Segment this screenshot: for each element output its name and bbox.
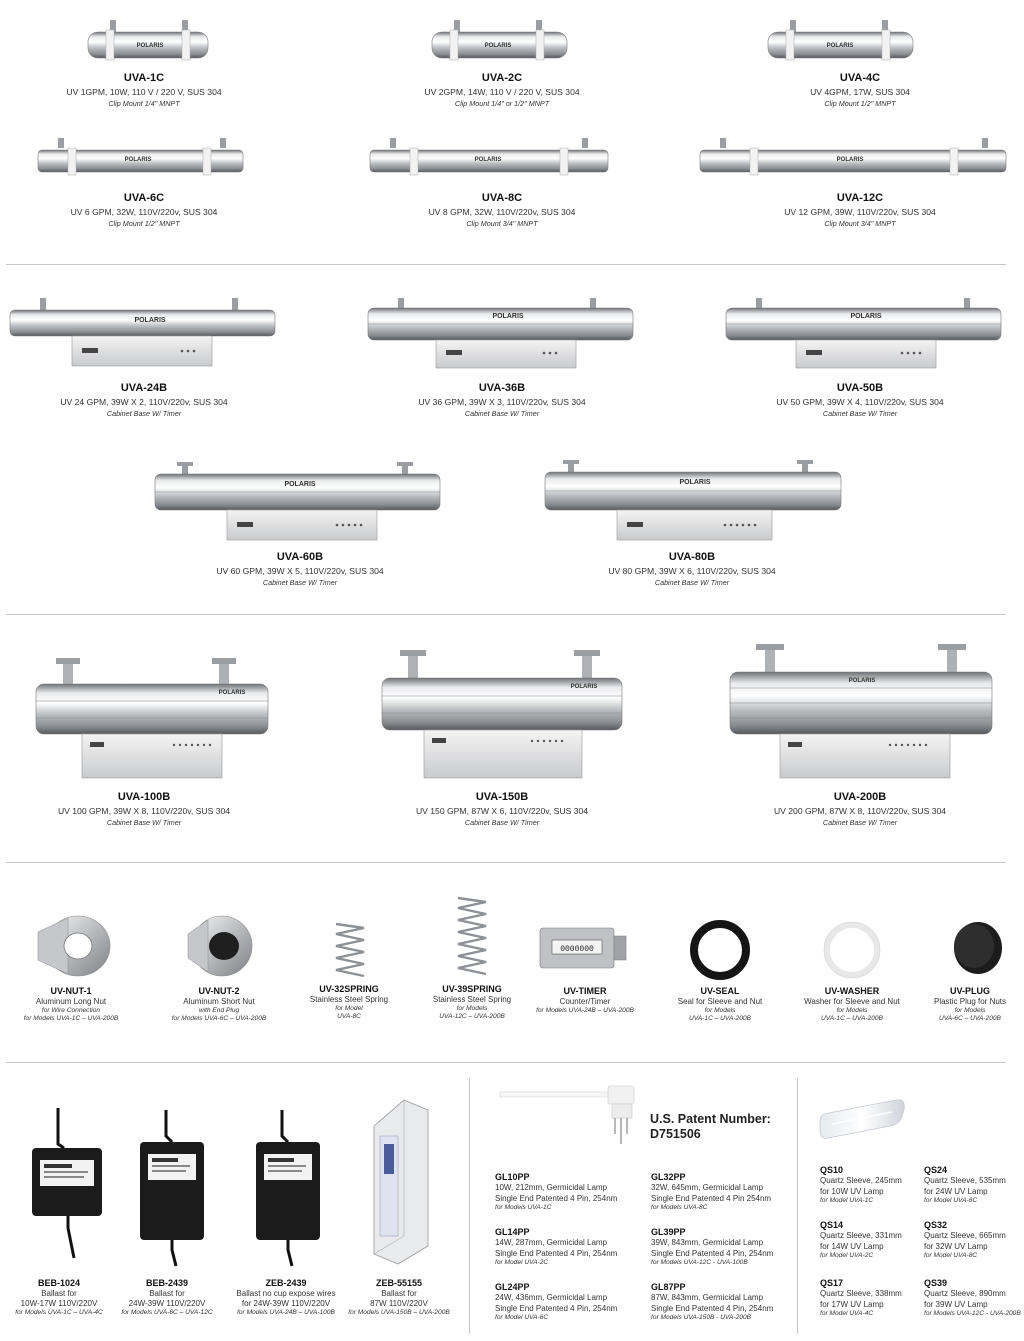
model-mount: Cabinet Base W/ Timer [654, 578, 730, 587]
model-spec: UV 8 GPM, 32W, 110V/220v, SUS 304 [428, 207, 576, 217]
sleeve-note: for Model UVA-1C [820, 1197, 874, 1204]
ballast-model: ZEB-55155 [375, 1278, 423, 1288]
patent-number [650, 1112, 771, 1142]
product-uva-4c [740, 72, 980, 108]
ballast-zeb-2439-image [252, 1110, 332, 1270]
part-note: for Models [456, 1005, 488, 1012]
part-uv-seal [658, 986, 782, 1022]
sleeve-line: for 32W UV Lamp [924, 1242, 988, 1251]
ballast-model: BEB-2439 [145, 1278, 189, 1288]
brand-logo: POLARIS [284, 481, 316, 488]
lamp-line: 39W, 843mm, Germicidal Lamp [651, 1238, 764, 1247]
uva-6c-image [38, 136, 248, 181]
model-mount: Clip Mount 1/4" or 1/2" MNPT [454, 99, 550, 108]
model-name: UVA-12C [836, 192, 884, 204]
patent-label: U.S. Patent Number: [650, 1112, 771, 1126]
sleeve-line: for 10W UV Lamp [820, 1187, 884, 1196]
ballast-note: for Models UVA-24B – UVA-100B [237, 1309, 335, 1316]
ballast-beb-2439 [112, 1278, 222, 1316]
uva-4c-image [768, 18, 918, 68]
section-divider [6, 264, 1006, 265]
part-desc: Stainless Steel Spring [309, 995, 389, 1004]
uva-50b-image [726, 298, 1006, 370]
model-name: UVA-200B [833, 791, 887, 803]
uva-100b-image [36, 658, 276, 783]
sleeve-note: for Model UVA-2C [820, 1252, 874, 1259]
lamp-model: GL32PP [651, 1172, 686, 1182]
part-note: for Models UVA-6C – UVA-200B [171, 1015, 267, 1022]
sleeve-qs39 [924, 1278, 1022, 1317]
sleeve-line: Quartz Sleeve, 245mm [820, 1176, 902, 1185]
sleeve-note: for Models UVA-12C - UVA-200B [924, 1310, 1021, 1317]
sleeve-qs17 [820, 1278, 920, 1317]
sleeve-qs10 [820, 1165, 920, 1204]
part-desc: Seal for Sleeve and Nut [677, 997, 763, 1006]
sleeve-line: Quartz Sleeve, 338mm [820, 1289, 902, 1298]
ballast-note: for Models UVA-150B – UVA-200B [348, 1309, 450, 1316]
model-mount: Cabinet Base W/ Timer [822, 818, 898, 827]
lamp-line: Single End Patented 4 Pin, 254nm [495, 1304, 618, 1313]
ballast-beb-1024 [4, 1278, 114, 1316]
brand-logo: POLARIS [484, 43, 512, 49]
uva-80b-image [545, 458, 845, 540]
part-note: UVA-6C – UVA-200B [939, 1015, 1001, 1022]
sleeve-model: QS39 [924, 1278, 948, 1288]
nut-short-image [178, 910, 258, 980]
part-note: for Models [704, 1007, 736, 1014]
part-note: for Wire Connection [41, 1007, 101, 1014]
sleeve-qs32 [924, 1220, 1022, 1259]
ballast-zeb-55155-image [366, 1096, 436, 1266]
part-desc: Aluminum Long Nut [35, 997, 107, 1006]
product-uva-200b [740, 791, 980, 827]
vertical-divider [797, 1078, 798, 1334]
lamp-note: for Model UVA-6C [495, 1314, 549, 1321]
model-spec: UV 2GPM, 14W, 110 V / 220 V, SUS 304 [424, 87, 580, 97]
sleeve-line: Quartz Sleeve, 665mm [924, 1231, 1006, 1240]
model-spec: UV 36 GPM, 39W X 3, 110V/220v, SUS 304 [418, 397, 586, 407]
brand-logo: POLARIS [850, 313, 882, 320]
part-note: for Models [836, 1007, 868, 1014]
plug-image [946, 918, 1006, 978]
lamp-gl24pp [495, 1282, 645, 1321]
model-mount: Cabinet Base W/ Timer [106, 409, 182, 418]
lamp-gl39pp [651, 1227, 797, 1266]
model-mount: Clip Mount 1/2" MNPT [108, 219, 180, 228]
ballast-beb-1024-image [30, 1108, 110, 1268]
model-spec: UV 6 GPM, 32W, 110V/220v, SUS 304 [70, 207, 218, 217]
lamp-note: for Model UVA-2C [495, 1259, 549, 1266]
lamp-note: for Models UVA-150B - UVA-200B [651, 1314, 752, 1321]
part-desc: Aluminum Short Nut [183, 997, 255, 1006]
part-model: UV-PLUG [949, 986, 990, 996]
brand-logo: POLARIS [570, 684, 598, 690]
sleeve-note: for Model UVA-4C [820, 1310, 874, 1317]
model-mount: Cabinet Base W/ Timer [106, 818, 182, 827]
brand-logo: POLARIS [826, 43, 854, 49]
brand-logo: POLARIS [136, 43, 164, 49]
uva-36b-image [368, 298, 638, 370]
lamp-line: 24W, 436mm, Germicidal Lamp [495, 1293, 608, 1302]
timer-image [538, 926, 628, 976]
model-mount: Clip Mount 3/4" MNPT [466, 219, 538, 228]
lamp-line: 87W, 843mm, Germicidal Lamp [651, 1293, 764, 1302]
ballast-line: 87W 110V/220V [370, 1299, 428, 1308]
uva-2c-image [432, 18, 572, 68]
ballast-line: 10W-17W 110V/220V [20, 1299, 98, 1308]
sleeve-model: QS32 [924, 1220, 948, 1230]
sleeve-note: for Model UVA-6C [924, 1197, 978, 1204]
part-uv-washer [790, 986, 914, 1022]
brand-logo: POLARIS [836, 157, 864, 163]
lamp-note: for Models UVA-8C [651, 1204, 708, 1211]
sleeve-note: for Model UVA-8C [924, 1252, 978, 1259]
seal-image [690, 920, 750, 980]
product-uva-8c [382, 192, 622, 228]
part-note: for Models UVA-24B – UVA-200B [536, 1007, 634, 1014]
model-spec: UV 1GPM, 10W, 110 V / 220 V, SUS 304 [66, 87, 222, 97]
ballast-line: Ballast for [381, 1289, 417, 1298]
product-uva-36b [382, 382, 622, 418]
lamp-gl10pp [495, 1172, 645, 1211]
nut-long-image [28, 910, 118, 980]
part-note: UVA-1C – UVA-200B [689, 1015, 751, 1022]
part-desc: Counter/Timer [559, 997, 611, 1006]
model-mount: Cabinet Base W/ Timer [464, 818, 540, 827]
part-note: with End Plug [198, 1007, 240, 1014]
lamp-line: 14W, 287mm, Germicidal Lamp [495, 1238, 608, 1247]
product-uva-24b [24, 382, 264, 418]
sleeve-model: QS14 [820, 1220, 844, 1230]
uva-8c-image [370, 136, 610, 181]
part-desc: Plastic Plug for Nuts [933, 997, 1007, 1006]
lamp-line: Single End Patented 4 Pin, 254nm [651, 1304, 774, 1313]
part-uv-nut-2 [154, 986, 284, 1022]
timer-digits: 0000000 [560, 945, 594, 954]
model-name: UVA-60B [276, 551, 324, 563]
uva-1c-image [88, 18, 218, 68]
brand-logo: POLARIS [474, 157, 502, 163]
model-name: UVA-24B [120, 382, 168, 394]
part-uv-32spring [287, 984, 411, 1020]
ballast-note: for Models UVA-1C – UVA-4C [15, 1309, 103, 1316]
part-note: UVA-1C – UVA-200B [821, 1015, 883, 1022]
uva-24b-image [10, 298, 280, 370]
lamp-model: GL87PP [651, 1282, 686, 1292]
model-spec: UV 24 GPM, 39W X 2, 110V/220v, SUS 304 [60, 397, 228, 407]
part-uv-nut-1 [6, 986, 136, 1022]
model-mount: Cabinet Base W/ Timer [822, 409, 898, 418]
brand-logo: POLARIS [492, 313, 524, 320]
part-note: for Models [954, 1007, 986, 1014]
uva-12c-image [700, 136, 1010, 181]
ballast-line: 24W-39W 110V/220V [128, 1299, 206, 1308]
part-model: UV-NUT-2 [198, 986, 240, 996]
product-uva-2c [382, 72, 622, 108]
model-name: UVA-50B [836, 382, 884, 394]
part-model: UV-WASHER [824, 986, 880, 996]
model-spec: UV 50 GPM, 39W X 4, 110V/220v, SUS 304 [776, 397, 944, 407]
brand-logo: POLARIS [124, 157, 152, 163]
product-uva-100b [24, 791, 264, 827]
ballast-model: BEB-1024 [37, 1278, 81, 1288]
washer-image [822, 920, 882, 980]
ballast-zeb-2439 [226, 1278, 346, 1316]
model-spec: UV 60 GPM, 39W X 5, 110V/220v, SUS 304 [216, 566, 384, 576]
ballast-line: Ballast no cup expose wires [236, 1289, 336, 1298]
sleeve-line: Quartz Sleeve, 535mm [924, 1176, 1006, 1185]
model-name: UVA-8C [481, 192, 523, 204]
part-desc: Washer for Sleeve and Nut [804, 997, 900, 1006]
sleeve-line: for 39W UV Lamp [924, 1300, 988, 1309]
part-model: UV-TIMER [563, 986, 607, 996]
model-name: UVA-2C [481, 72, 523, 84]
section-divider [6, 1062, 1006, 1063]
quartz-sleeve-image [818, 1094, 908, 1154]
part-note: for Model [335, 1005, 363, 1012]
product-uva-1c [24, 72, 264, 108]
brand-logo: POLARIS [134, 317, 166, 324]
model-spec: UV 12 GPM, 39W, 110V/220v, SUS 304 [784, 207, 936, 217]
model-name: UVA-1C [123, 72, 165, 84]
part-model: UV-39SPRING [442, 984, 502, 994]
model-name: UVA-150B [475, 791, 529, 803]
sleeve-model: QS17 [820, 1278, 844, 1288]
ballast-beb-2439-image [136, 1110, 216, 1270]
model-spec: UV 80 GPM, 39W X 6, 110V/220v, SUS 304 [608, 566, 776, 576]
product-uva-6c [24, 192, 264, 228]
patent-value: D751506 [650, 1127, 701, 1141]
sleeve-model: QS24 [924, 1165, 948, 1175]
lamp-model: GL39PP [651, 1227, 686, 1237]
lamp-gl14pp [495, 1227, 645, 1266]
model-name: UVA-100B [117, 791, 171, 803]
lamp-line: Single End Patented 4 Pin 254nm [651, 1194, 772, 1203]
sleeve-line: Quartz Sleeve, 331mm [820, 1231, 902, 1240]
part-desc: Stainless Steel Spring [432, 995, 512, 1004]
part-uv-timer [520, 986, 650, 1014]
model-spec: UV 4GPM, 17W, SUS 304 [810, 87, 910, 97]
spring-39-image [452, 894, 492, 979]
lamp-line: Single End Patented 4 Pin, 254nm [495, 1249, 618, 1258]
lamp-line: 10W, 212mm, Germicidal Lamp [495, 1183, 608, 1192]
model-spec: UV 100 GPM, 39W X 8, 110V/220v, SUS 304 [57, 806, 231, 816]
model-name: UVA-4C [839, 72, 881, 84]
sleeve-model: QS10 [820, 1165, 844, 1175]
product-uva-60b [180, 551, 420, 587]
product-uva-12c [740, 192, 980, 228]
part-note: for Models UVA-1C – UVA-200B [23, 1015, 119, 1022]
model-spec: UV 200 GPM, 87W X 8, 110V/220v, SUS 304 [773, 806, 947, 816]
part-model: UV-NUT-1 [50, 986, 92, 996]
model-spec: UV 150 GPM, 87W X 6, 110V/220v, SUS 304 [415, 806, 589, 816]
lamp-note: for Models UVA-12C - UVA-100B [651, 1259, 748, 1266]
spring-32-image [330, 920, 370, 980]
brand-logo: POLARIS [679, 479, 711, 486]
product-uva-150b [382, 791, 622, 827]
uva-200b-image [730, 644, 1000, 782]
part-uv-39spring [410, 984, 534, 1020]
sleeve-line: Quartz Sleeve, 890mm [924, 1289, 1006, 1298]
model-mount: Clip Mount 1/2" MNPT [824, 99, 896, 108]
lamp-line: Single End Patented 4 Pin, 254nm [495, 1194, 618, 1203]
uva-150b-image [382, 650, 632, 780]
part-uv-plug [918, 986, 1022, 1022]
ballast-zeb-55155 [344, 1278, 454, 1316]
lamp-gl32pp [651, 1172, 797, 1211]
sleeve-line: for 14W UV Lamp [820, 1242, 884, 1251]
model-mount: Clip Mount 1/4" MNPT [108, 99, 180, 108]
product-uva-50b [740, 382, 980, 418]
ballast-line: Ballast for [41, 1289, 77, 1298]
section-divider [6, 614, 1006, 615]
part-note: UVA-12C – UVA-200B [439, 1013, 505, 1020]
product-uva-80b [572, 551, 812, 587]
part-model: UV-SEAL [700, 986, 740, 996]
brand-logo: POLARIS [218, 690, 246, 696]
sleeve-qs24 [924, 1165, 1022, 1204]
model-mount: Clip Mount 3/4" MNPT [824, 219, 896, 228]
uv-lamp-image [500, 1086, 650, 1166]
ballast-line: for 24W-39W 110V/220V [241, 1299, 331, 1308]
lamp-note: for Models UVA-1C [495, 1204, 552, 1211]
ballast-line: Ballast for [149, 1289, 185, 1298]
ballast-model: ZEB-2439 [265, 1278, 307, 1288]
model-mount: Cabinet Base W/ Timer [262, 578, 338, 587]
uva-60b-image [155, 460, 445, 542]
lamp-model: GL24PP [495, 1282, 530, 1292]
lamp-model: GL10PP [495, 1172, 530, 1182]
brand-logo: POLARIS [848, 678, 876, 684]
lamp-line: Single End Patented 4 Pin, 254nm [651, 1249, 774, 1258]
ballast-note: for Models UVA-6C – UVA-12C [121, 1309, 213, 1316]
model-name: UVA-36B [478, 382, 526, 394]
vertical-divider [469, 1078, 470, 1334]
part-note: UVA-8C [337, 1013, 361, 1020]
sleeve-qs14 [820, 1220, 920, 1259]
lamp-model: GL14PP [495, 1227, 530, 1237]
model-mount: Cabinet Base W/ Timer [464, 409, 540, 418]
sleeve-line: for 17W UV Lamp [820, 1300, 884, 1309]
section-divider [6, 862, 1006, 863]
model-name: UVA-80B [668, 551, 716, 563]
sleeve-line: for 24W UV Lamp [924, 1187, 988, 1196]
model-name: UVA-6C [123, 192, 165, 204]
part-model: UV-32SPRING [319, 984, 379, 994]
lamp-gl87pp [651, 1282, 797, 1321]
lamp-line: 32W, 645mm, Germicidal Lamp [651, 1183, 764, 1192]
